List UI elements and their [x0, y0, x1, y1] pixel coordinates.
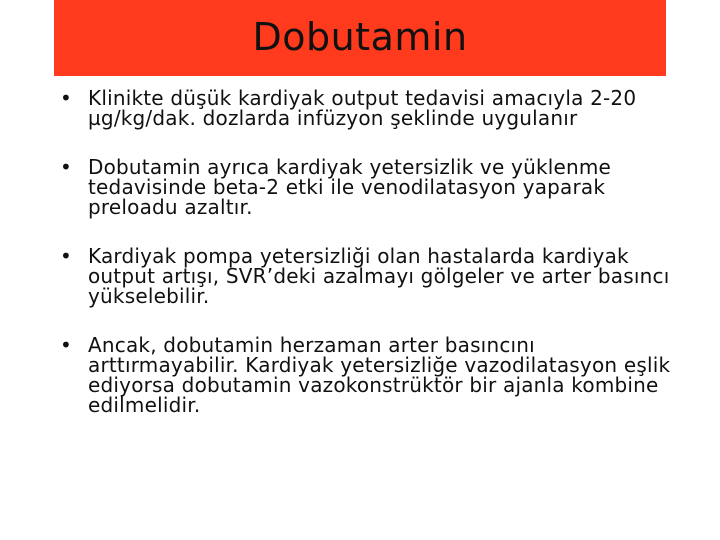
title-bar: [54, 0, 666, 76]
bullet-icon: •: [60, 155, 72, 179]
bullet-list: [60, 88, 680, 415]
bullet-icon: •: [60, 244, 72, 268]
bullet-icon: •: [60, 333, 72, 357]
bullet-text: Klinikte düşük kardiyak output tedavisi amacıyla 2-20 µg/kg/dak. dozlarda infüzyon şeklinde uygulanır: [88, 86, 637, 130]
bullet-item: [60, 246, 680, 306]
bullet-item: [60, 335, 680, 415]
bullet-icon: •: [60, 86, 72, 110]
bullet-text: Ancak, dobutamin herzaman arter basıncını arttırmayabilir. Kardiyak yetersizliğe vazodilatasyon eşlik ediyorsa dobutamin vazokonstrüktör bir ajanla kombine edilmelidir.: [88, 333, 671, 417]
bullet-item: [60, 88, 680, 128]
slide-title: Dobutamin: [252, 15, 468, 59]
bullet-text: Kardiyak pompa yetersizliği olan hastalarda kardiyak output artışı, SVR’deki azalmayı gölgeler ve arter basıncı yükselebilir.: [88, 244, 670, 308]
bullet-text: Dobutamin ayrıca kardiyak yetersizlik ve yüklenme tedavisinde beta-2 etki ile venodilatasyon yaparak preloadu azaltır.: [88, 155, 612, 219]
bullet-item: [60, 157, 680, 217]
